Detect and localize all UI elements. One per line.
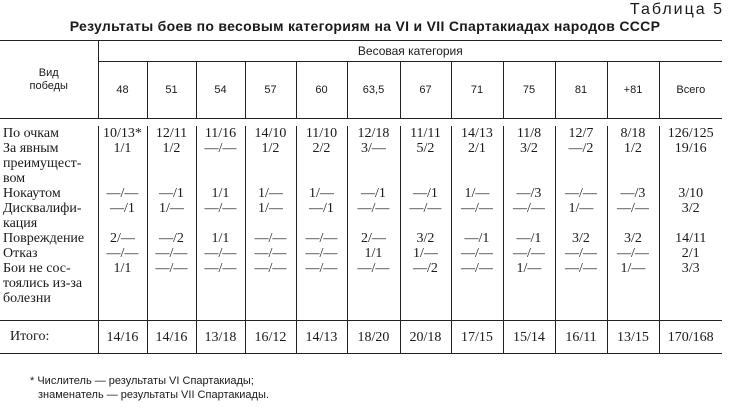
- table-cell: —/1: [503, 231, 555, 246]
- category-header-48: 48: [98, 62, 147, 119]
- row-header-line: Вид: [38, 66, 59, 79]
- table-row: [0, 201, 722, 231]
- table-cell: 1/—: [400, 246, 451, 261]
- category-header-57: 57: [245, 62, 296, 119]
- table-cell: 1/—: [245, 201, 296, 231]
- table-cell: —/—: [245, 246, 296, 261]
- table-cell: 11/8: [503, 126, 555, 141]
- table-cell: —/—: [245, 231, 296, 246]
- table-cell: —/—: [147, 261, 196, 306]
- row-header-line: победы: [29, 79, 68, 92]
- row-label-line: Нокаутом: [3, 186, 61, 201]
- row-header: [0, 41, 98, 119]
- table-cell: 1/—: [245, 186, 296, 201]
- table-cell: —/2: [147, 231, 196, 246]
- category-header-63-5: 63,5: [347, 62, 400, 119]
- results-body: [0, 126, 722, 354]
- spacer-cell: [607, 306, 659, 321]
- table-cell: 1/—: [503, 261, 555, 306]
- row-label-line: преимущест-: [3, 156, 82, 171]
- spacer-cell: [503, 306, 555, 321]
- table-cell: 1/2: [607, 141, 659, 186]
- table-cell: —/—: [245, 261, 296, 306]
- category-header-81: 81: [555, 62, 607, 119]
- row-label-line: По очкам: [3, 126, 59, 141]
- table-cell: 126/125: [659, 126, 722, 141]
- row-label-line: Дисквалифи-: [3, 201, 82, 216]
- footnote-line: * Числитель — результаты VI Спартакиады;: [30, 375, 254, 387]
- table-cell: 1/1: [98, 261, 147, 306]
- total-cell: 170/168: [659, 321, 722, 354]
- table-cell: 1/—: [147, 201, 196, 231]
- row-label-knockout: [0, 186, 98, 201]
- table-cell: —/—: [98, 186, 147, 201]
- row-label-line: Отказ: [3, 246, 38, 261]
- row-label-disqualification: [0, 201, 98, 231]
- total-cell: 14/16: [147, 321, 196, 354]
- table-cell: 3/2: [659, 201, 722, 231]
- table-cell: 5/2: [400, 141, 451, 186]
- table-cell: 1/1: [196, 186, 245, 201]
- spacer-cell: [451, 306, 503, 321]
- table-cell: 12/7: [555, 126, 607, 141]
- table-cell: 11/16: [196, 126, 245, 141]
- category-header-75: 75: [503, 62, 555, 119]
- table-cell: —/—: [503, 246, 555, 261]
- table-cell: —/1: [347, 186, 400, 201]
- table-cell: —/—: [451, 246, 503, 261]
- table-row: [0, 126, 722, 141]
- table-cell: 1/1: [196, 231, 245, 246]
- table-cell: —/—: [555, 186, 607, 201]
- total-cell: 17/15: [451, 321, 503, 354]
- table-cell: 1/—: [607, 261, 659, 306]
- weight-category-header: Весовая категория: [98, 41, 722, 62]
- category-header-71: 71: [451, 62, 503, 119]
- table-cell: 3/2: [503, 141, 555, 186]
- table-cell: —/—: [400, 201, 451, 231]
- spacer-cell: [196, 306, 245, 321]
- table-row: [0, 261, 722, 306]
- table-cell: 3/2: [607, 231, 659, 246]
- table-cell: —/—: [555, 261, 607, 306]
- row-label-not-held-illness: [0, 261, 98, 306]
- table-cell: 19/16: [659, 141, 722, 186]
- table-cell: 14/11: [659, 231, 722, 246]
- total-cell: 20/18: [400, 321, 451, 354]
- table-cell: 1/2: [245, 141, 296, 186]
- total-cell: 16/11: [555, 321, 607, 354]
- table-cell: —/—: [196, 246, 245, 261]
- footnote-line: знаменатель — результаты VII Спартакиады.: [38, 389, 269, 401]
- table-cell: —/—: [196, 201, 245, 231]
- table-cell: —/—: [607, 201, 659, 231]
- table-cell: —/1: [296, 201, 347, 231]
- category-header-54: 54: [196, 62, 245, 119]
- spacer-cell: [147, 306, 196, 321]
- total-cell: 15/14: [503, 321, 555, 354]
- table-cell: 3/2: [555, 231, 607, 246]
- table-row: [0, 231, 722, 246]
- spacer-cell: [555, 306, 607, 321]
- row-label-line: Бои не сос-: [3, 261, 71, 276]
- table-cell: 1/—: [555, 201, 607, 231]
- row-label-points: [0, 126, 98, 141]
- table-cell: —/—: [98, 246, 147, 261]
- table-cell: 3/2: [400, 231, 451, 246]
- total-cell: 14/13: [296, 321, 347, 354]
- table-cell: 14/10: [245, 126, 296, 141]
- category-header-total: Всего: [659, 62, 722, 119]
- table-cell: —/1: [451, 231, 503, 246]
- total-cell: 18/20: [347, 321, 400, 354]
- table-cell: 3/3: [659, 261, 722, 306]
- spacer-cell: [659, 306, 722, 321]
- row-label-line: тоялись из-за: [3, 276, 83, 291]
- row-label-clear-advantage: [0, 141, 98, 186]
- table-cell: 2/2: [296, 141, 347, 186]
- spacer-cell: [98, 306, 147, 321]
- table-cell: 14/13: [451, 126, 503, 141]
- row-label-line: вом: [3, 171, 26, 186]
- table-cell: 10/13*: [98, 126, 147, 141]
- table-cell: —/—: [607, 246, 659, 261]
- table-cell: 12/18: [347, 126, 400, 141]
- table-cell: 12/11: [147, 126, 196, 141]
- category-header-51: 51: [147, 62, 196, 119]
- row-label-line: кация: [3, 216, 38, 231]
- row-label-line: За явным: [3, 141, 59, 156]
- table-row: [0, 141, 722, 186]
- category-header-67: 67: [400, 62, 451, 119]
- table-cell: 1/1: [347, 246, 400, 261]
- table-cell: —/1: [98, 201, 147, 231]
- table-cell: 1/—: [451, 186, 503, 201]
- table-row: [0, 246, 722, 261]
- total-label: Итого:: [0, 321, 98, 354]
- category-header-60: 60: [296, 62, 347, 119]
- table-cell: 1/—: [296, 186, 347, 201]
- table-cell: 2/1: [451, 141, 503, 186]
- table-cell: —/—: [296, 246, 347, 261]
- table-cell: 2/—: [347, 231, 400, 246]
- table-cell: —/2: [555, 141, 607, 186]
- table-cell: —/1: [400, 186, 451, 201]
- row-label-refusal: [0, 246, 98, 261]
- table-number: Таблица 5: [629, 1, 724, 18]
- table-cell: 2/1: [659, 246, 722, 261]
- table-cell: —/—: [347, 261, 400, 306]
- table-cell: —/—: [147, 246, 196, 261]
- table-cell: —/—: [296, 231, 347, 246]
- table-cell: 3/—: [347, 141, 400, 186]
- table-row: [0, 186, 722, 201]
- total-cell: 13/18: [196, 321, 245, 354]
- category-header-plus81: +81: [607, 62, 659, 119]
- table-cell: —/3: [503, 186, 555, 201]
- row-label-injury: [0, 231, 98, 246]
- table-cell: —/—: [451, 201, 503, 231]
- table-cell: 11/11: [400, 126, 451, 141]
- table-cell: —/3: [607, 186, 659, 201]
- spacer-cell: [245, 306, 296, 321]
- spacer-cell: [347, 306, 400, 321]
- table-cell: 3/10: [659, 186, 722, 201]
- spacer-cell: [0, 306, 98, 321]
- table-cell: —/1: [147, 186, 196, 201]
- table-cell: 11/10: [296, 126, 347, 141]
- total-cell: 13/15: [607, 321, 659, 354]
- table-cell: 8/18: [607, 126, 659, 141]
- table-cell: —/—: [555, 246, 607, 261]
- table-cell: —/—: [196, 261, 245, 306]
- table-cell: —/2: [400, 261, 451, 306]
- table-cell: —/—: [347, 201, 400, 231]
- table-cell: 1/2: [147, 141, 196, 186]
- total-cell: 16/12: [245, 321, 296, 354]
- row-label-line: Повреждение: [3, 231, 85, 246]
- table-cell: —/—: [296, 261, 347, 306]
- results-table: [0, 40, 722, 119]
- table-cell: —/—: [451, 261, 503, 306]
- table-caption: Результаты боев по весовым категориям на VI и VII Спартакиадах народов СССР: [69, 18, 661, 34]
- footnote: [30, 374, 269, 402]
- spacer-cell: [296, 306, 347, 321]
- total-cell: 14/16: [98, 321, 147, 354]
- table-cell: 2/—: [98, 231, 147, 246]
- spacer-cell: [400, 306, 451, 321]
- table-cell: —/—: [196, 141, 245, 186]
- table-cell: 1/1: [98, 141, 147, 186]
- total-row: [0, 321, 722, 354]
- row-label-line: болезни: [3, 291, 51, 306]
- table-cell: —/—: [503, 201, 555, 231]
